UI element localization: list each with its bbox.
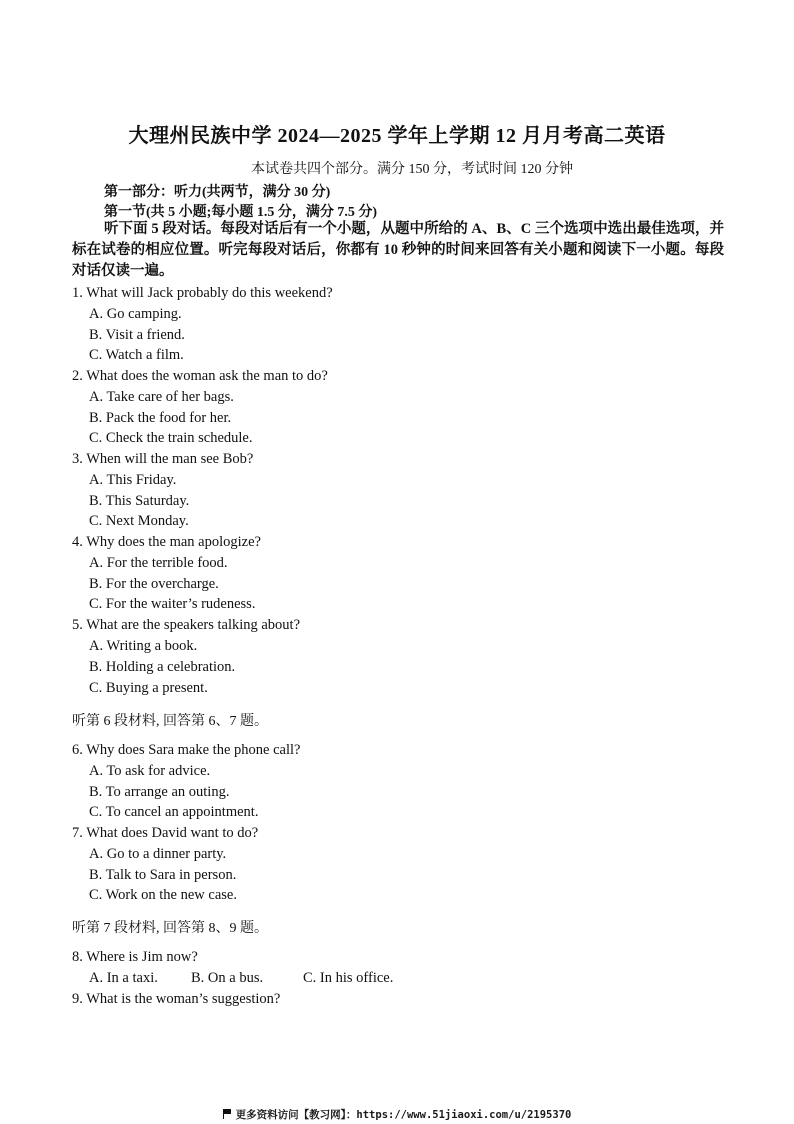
q1-option-b: B. Visit a friend. (89, 327, 185, 343)
part1-heading: 第一部分：听力(共两节，满分 30 分) (104, 185, 331, 200)
q5-option-c: C. Buying a present. (89, 680, 208, 696)
q4-option-a: A. For the terrible food. (89, 555, 228, 571)
q6-option-a: A. To ask for advice. (89, 763, 211, 779)
listening-instructions: 听下面 5 段对话。每段对话后有一个小题，从题中所给的 A、B、C 三个选项中选出最佳选项，并标在试卷的相应位置。听完每段对话后，你都有 10 秒钟的时间来回答有关小题和阅读下一小题。每段对话仅读一遍。 (72, 221, 724, 279)
section1-heading: 第一节(共 5 小题;每小题 1.5 分，满分 7.5 分) (104, 205, 377, 220)
q6-option-b: B. To arrange an outing. (89, 784, 230, 800)
q1-option-c: C. Watch a film. (89, 347, 184, 363)
question-5: 5. What are the speakers talking about? (72, 617, 301, 633)
flag-icon (223, 1109, 232, 1119)
question-9: 9. What is the woman’s suggestion? (72, 991, 281, 1007)
exam-subtitle: 本试卷共四个部分。满分 150 分，考试时间 120 分钟 (251, 162, 573, 177)
q5-option-b: B. Holding a celebration. (89, 659, 236, 675)
q3-option-a: A. This Friday. (89, 472, 177, 488)
question-4: 4. Why does the man apologize? (72, 534, 261, 550)
footer-text: 更多资料访问【教习网】：https://www.51jiaoxi.com/u/2195370 (235, 1109, 572, 1121)
listening-note-6-7: 听第 6 段材料, 回答第 6、7 题。 (72, 714, 268, 729)
question-8: 8. Where is Jim now? (72, 949, 198, 965)
q7-option-a: A. Go to a dinner party. (89, 846, 227, 862)
q2-option-c: C. Check the train schedule. (89, 430, 253, 446)
question-1: 1. What will Jack probably do this weekend? (72, 285, 333, 301)
question-6: 6. Why does Sara make the phone call? (72, 742, 301, 758)
q1-option-a: A. Go camping. (89, 306, 182, 322)
q8-option-c: C. In his office. (303, 970, 394, 986)
question-7: 7. What does David want to do? (72, 825, 259, 841)
q3-option-b: B. This Saturday. (89, 493, 190, 509)
q5-option-a: A. Writing a book. (89, 638, 198, 654)
q2-option-b: B. Pack the food for her. (89, 410, 232, 426)
q4-option-c: C. For the waiter’s rudeness. (89, 596, 256, 612)
q7-option-c: C. Work on the new case. (89, 887, 237, 903)
q7-option-b: B. Talk to Sara in person. (89, 867, 237, 883)
q3-option-c: C. Next Monday. (89, 513, 189, 529)
page-title: 大理州民族中学 2024—2025 学年上学期 12 月月考高二英语 (128, 125, 666, 147)
footer-link[interactable] (0, 1107, 794, 1122)
listening-note-8-9: 听第 7 段材料, 回答第 8、9 题。 (72, 921, 268, 936)
q4-option-b: B. For the overcharge. (89, 576, 219, 592)
question-2: 2. What does the woman ask the man to do? (72, 368, 328, 384)
q8-option-b: B. On a bus. (191, 970, 264, 986)
question-3: 3. When will the man see Bob? (72, 451, 254, 467)
q8-option-a: A. In a taxi. (89, 970, 158, 986)
q2-option-a: A. Take care of her bags. (89, 389, 234, 405)
q6-option-c: C. To cancel an appointment. (89, 804, 259, 820)
